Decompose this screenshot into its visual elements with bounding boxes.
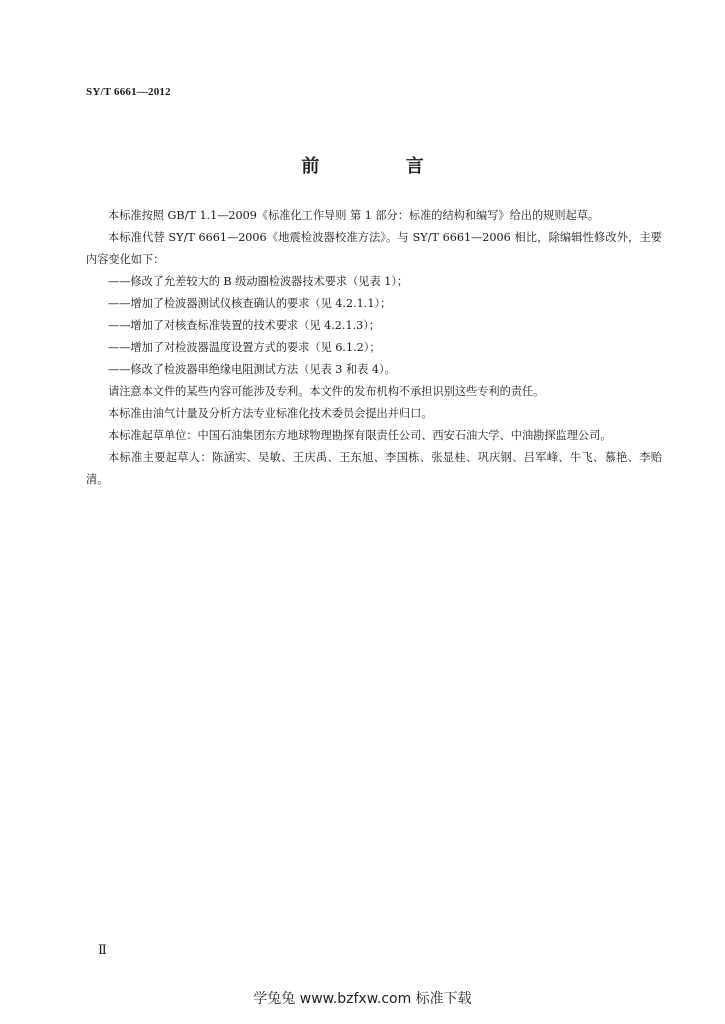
list-item: ——修改了允差较大的 B 级动圈检波器技术要求（见表 1）； [108, 275, 409, 288]
paragraph-committee: 本标准由油气计量及分析方法专业标准化技术委员会提出并归口。 [108, 407, 433, 420]
footer-watermark: 学兔兔 www.bzfxw.com 标准下载 [253, 991, 472, 1007]
paragraph-drafting-rules: 本标准按照 GB/T 1.1—2009《标准化工作导则 第 1 部分：标准的结构和编写》给出的规则起草。 [108, 209, 600, 222]
list-item: ——增加了对检波器温度设置方式的要求（见 6.1.2）； [108, 341, 381, 354]
paragraph-patent-notice: 请注意本文件的某些内容可能涉及专利。本文件的发布机构不承担识别这些专利的责任。 [108, 385, 545, 398]
paragraph-replacement: 本标准代替 SY/T 6661—2006《地震检波器校准方法》。与 SY/T 6661—2006 相比，除编辑性修改外，主要内容变化如下： [86, 231, 662, 266]
standard-code: SY/T 6661—2012 [86, 86, 171, 98]
page-title: 前 言 [301, 156, 464, 177]
paragraph-drafting-units: 本标准起草单位：中国石油集团东方地球物理勘探有限责任公司、西安石油大学、中油勘探监理公司。 [108, 429, 612, 442]
paragraph-drafters: 本标准主要起草人：陈涵实、吴敏、王庆禹、王东旭、李国栋、张显桂、巩庆钢、吕军峰、牛飞、慕艳、李贻清。 [86, 451, 662, 486]
page-number: Ⅱ [98, 942, 107, 957]
list-item: ——增加了对核查标准装置的技术要求（见 4.2.1.3）； [108, 319, 381, 332]
list-item: ——增加了检波器测试仪核查确认的要求（见 4.2.1.1）； [108, 297, 392, 310]
foreword-body [86, 205, 662, 491]
list-item: ——修改了检波器串绝缘电阻测试方法（见表 3 和表 4）。 [108, 363, 396, 376]
